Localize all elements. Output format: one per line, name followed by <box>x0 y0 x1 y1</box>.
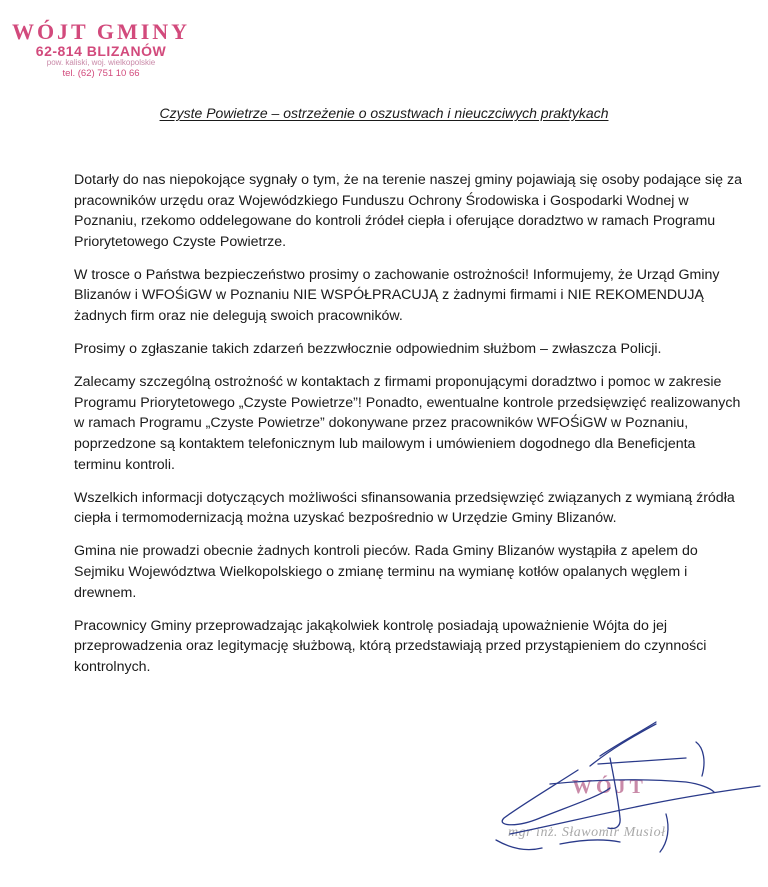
paragraph-2: W trosce o Państwa bezpieczeństwo prosimy o zachowanie ostrożności! Informujemy, że Urząd Gminy Blizanów i WFOŚiGW w Poznaniu NIE WSPÓŁPRACUJĄ z żadnymi firmami i NIE REKOMENDUJĄ żadnych firm oraz nie delegują swoich pracowników. <box>74 266 720 325</box>
letter-subject: Czyste Powietrze – ostrzeżenie o oszustwach i nieuczciwych praktykach <box>159 105 609 121</box>
paragraph-7: Pracownicy Gminy przeprowadzając jakąkolwiek kontrolę posiadają upoważnienie Wójta do jej przeprowadzenia oraz legitymację służbową, którą przedstawiają przed przystąpieniem do czynności kontrolnych. <box>74 617 707 675</box>
paragraph-5: Wszelkich informacji dotyczących możliwości sfinansowania przedsięwzięć związanych z wymianą źródła ciepła i termomodernizacją można uzyskać bezpośrednio w Urzędzie Gminy Blizanów. <box>74 489 735 527</box>
stamp-region: pow. kaliski, woj. wielkopolskie <box>46 58 156 67</box>
paragraph-4: Zalecamy szczególną ostrożność w kontaktach z firmami proponującymi doradztwo i pomoc w zakresie Programu Priorytetowego „Czyste Powietrze”! Ponadto, ewentualne kontrole przedsięwzięć realizowanych w ramach Programu „Czyste Powietrze” dokonywane przez pracowników WFOŚiGW w Poznaniu, poprzedzone są kontaktem telefonicznym lub mailowym i umówieniem dogodnego dla Beneficjenta terminu kontroli. <box>74 374 741 473</box>
official-stamp <box>6 20 196 79</box>
stamp-title: WÓJT GMINY <box>11 19 191 44</box>
stamp-postal-address: 62-814 BLIZANÓW <box>35 43 167 59</box>
signatory-name: mgr inż. Sławomir Musioł <box>508 825 666 840</box>
paragraph-6: Gmina nie prowadzi obecnie żadnych kontroli pieców. Rada Gminy Blizanów wystąpiła z apelem do Sejmiku Województwa Wielkopolskiego o zmianę terminu na wymianę kotłów opalanych węglem i drewnem. <box>74 543 698 601</box>
paragraph-3: Prosimy o zgłaszanie takich zdarzeń bezzwłocznie odpowiednim służbom – zwłaszcza Policji. <box>74 341 662 358</box>
letter-body <box>74 170 746 690</box>
signature-block <box>490 718 768 887</box>
signature-seal: WÓJT <box>572 776 647 798</box>
stamp-phone: tel. (62) 751 10 66 <box>62 68 140 79</box>
paragraph-1: Dotarły do nas niepokojące sygnały o tym, że na terenie naszej gminy pojawiają się osoby podające się za pracowników urzędu oraz Wojewódzkiego Funduszu Ochrony Środowiska i Gospodarki Wodnej w Poznaniu, rzekomo oddelegowane do kontroli źródeł ciepła i oferujące doradztwo w ramach Programu Priorytetowego Czyste Powietrze. <box>74 172 742 250</box>
handwritten-signature-icon <box>490 718 768 887</box>
